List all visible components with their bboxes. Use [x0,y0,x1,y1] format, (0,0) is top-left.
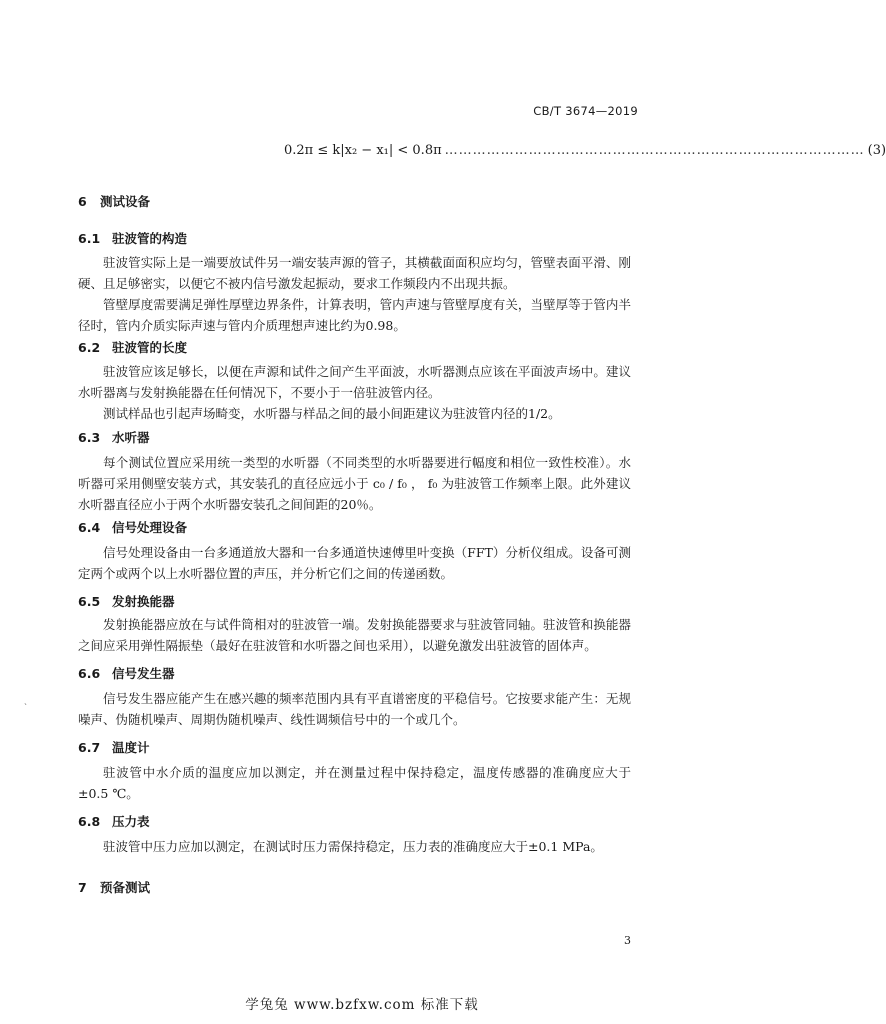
section-6-7-heading [78,738,150,756]
section-number: 6.1 [78,231,101,246]
paragraph: 每个测试位置应采用统一类型的水听器（不同类型的水听器要进行幅度和相位一致性校准）。水听器可采用侧壁安装方式，其安装孔的直径应远小于 c₀ / f₀ ， f₀ 为驻波管工作频率上限。此外建议水听器直径应小于两个水听器安装孔之间间距的20％。 [78,455,631,512]
section-6-3-heading [78,428,150,446]
scan-mark: ˴ [24,699,27,709]
section-number: 6.2 [78,340,101,355]
section-number: 6 [78,194,87,209]
section-6-heading [78,192,150,210]
section-7-heading [78,878,150,896]
leader-dots: ……………………………………………………………………………… [444,143,865,158]
section-title: 测试设备 [100,194,151,209]
equation-expression: 0.2π ≤ k|x₂ − x₁| < 0.8π [284,143,442,158]
paragraph: 驻波管中压力应加以测定，在测试时压力需保持稳定，压力表的准确度应大于±0.1 MPa。 [103,839,603,854]
page-number: 3 [624,934,631,947]
section-number: 6.3 [78,430,101,445]
section-6-2-body [78,361,631,424]
paragraph: 发射换能器应放在与试件筒相对的驻波管一端。发射换能器要求与驻波管同轴。驻波管和换能器之间应采用弹性隔振垫（最好在驻波管和水听器之间也采用），以避免激发出驻波管的固体声。 [78,617,631,653]
section-number: 6.5 [78,594,101,609]
section-title: 压力表 [112,814,150,829]
section-number: 6.6 [78,666,101,681]
section-6-5-body [78,614,631,656]
paragraph: 信号处理设备由一台多通道放大器和一台多通道快速傅里叶变换（FFT）分析仪组成。设备可测定两个或两个以上水听器位置的声压，并分析它们之间的传递函数。 [78,545,631,581]
paragraph: 信号发生器应能产生在感兴趣的频率范围内具有平直谱密度的平稳信号。它按要求能产生：无规噪声、伪随机噪声、周期伪随机噪声、线性调频信号中的一个或几个。 [78,691,631,727]
paragraph: 驻波管中水介质的温度应加以测定，并在测量过程中保持稳定，温度传感器的准确度应大于±0.5 ℃。 [78,765,631,801]
section-6-5-heading [78,592,175,610]
section-6-8-heading [78,812,150,830]
section-6-1-body [78,252,631,336]
section-number: 7 [78,880,87,895]
section-title: 信号发生器 [112,666,175,681]
section-6-2-heading [78,338,187,356]
section-title: 温度计 [112,740,150,755]
section-title: 发射换能器 [112,594,175,609]
section-number: 6.7 [78,740,101,755]
equation-3 [284,143,886,158]
section-6-6-heading [78,664,175,682]
section-title: 信号处理设备 [112,520,188,535]
section-6-3-body [78,452,631,515]
section-6-7-body [78,762,631,804]
section-6-6-body [78,688,631,730]
equation-number: (3) [867,143,886,158]
footer-watermark: 学兔兔 www.bzfxw.com 标准下载 [245,997,479,1013]
section-6-4-body [78,542,631,584]
section-title: 预备测试 [100,880,151,895]
standard-code: CB/T 3674—2019 [533,104,638,118]
section-title: 驻波管的构造 [112,231,188,246]
section-number: 6.8 [78,814,101,829]
section-6-4-heading [78,518,187,536]
section-number: 6.4 [78,520,101,535]
paragraph: 驻波管应该足够长，以便在声源和试件之间产生平面波，水听器测点应该在平面波声场中。建议水听器离与发射换能器在任何情况下，不要小于一倍驻波管内径。 [78,364,631,400]
section-title: 驻波管的长度 [112,340,188,355]
section-6-8-body [78,836,631,857]
paragraph: 管壁厚度需要满足弹性厚壁边界条件，计算表明，管内声速与管壁厚度有关，当壁厚等于管内半径时，管内介质实际声速与管内介质理想声速比约为0.98。 [78,297,631,333]
section-6-1-heading [78,229,187,247]
section-title: 水听器 [112,430,150,445]
paragraph: 测试样品也引起声场畸变，水听器与样品之间的最小间距建议为驻波管内径的1/2。 [103,406,561,421]
paragraph: 驻波管实际上是一端要放试件另一端安装声源的管子，其横截面面积应均匀，管壁表面平滑、刚硬、且足够密实，以便它不被内信号激发起振动，要求工作频段内不出现共振。 [78,255,631,291]
